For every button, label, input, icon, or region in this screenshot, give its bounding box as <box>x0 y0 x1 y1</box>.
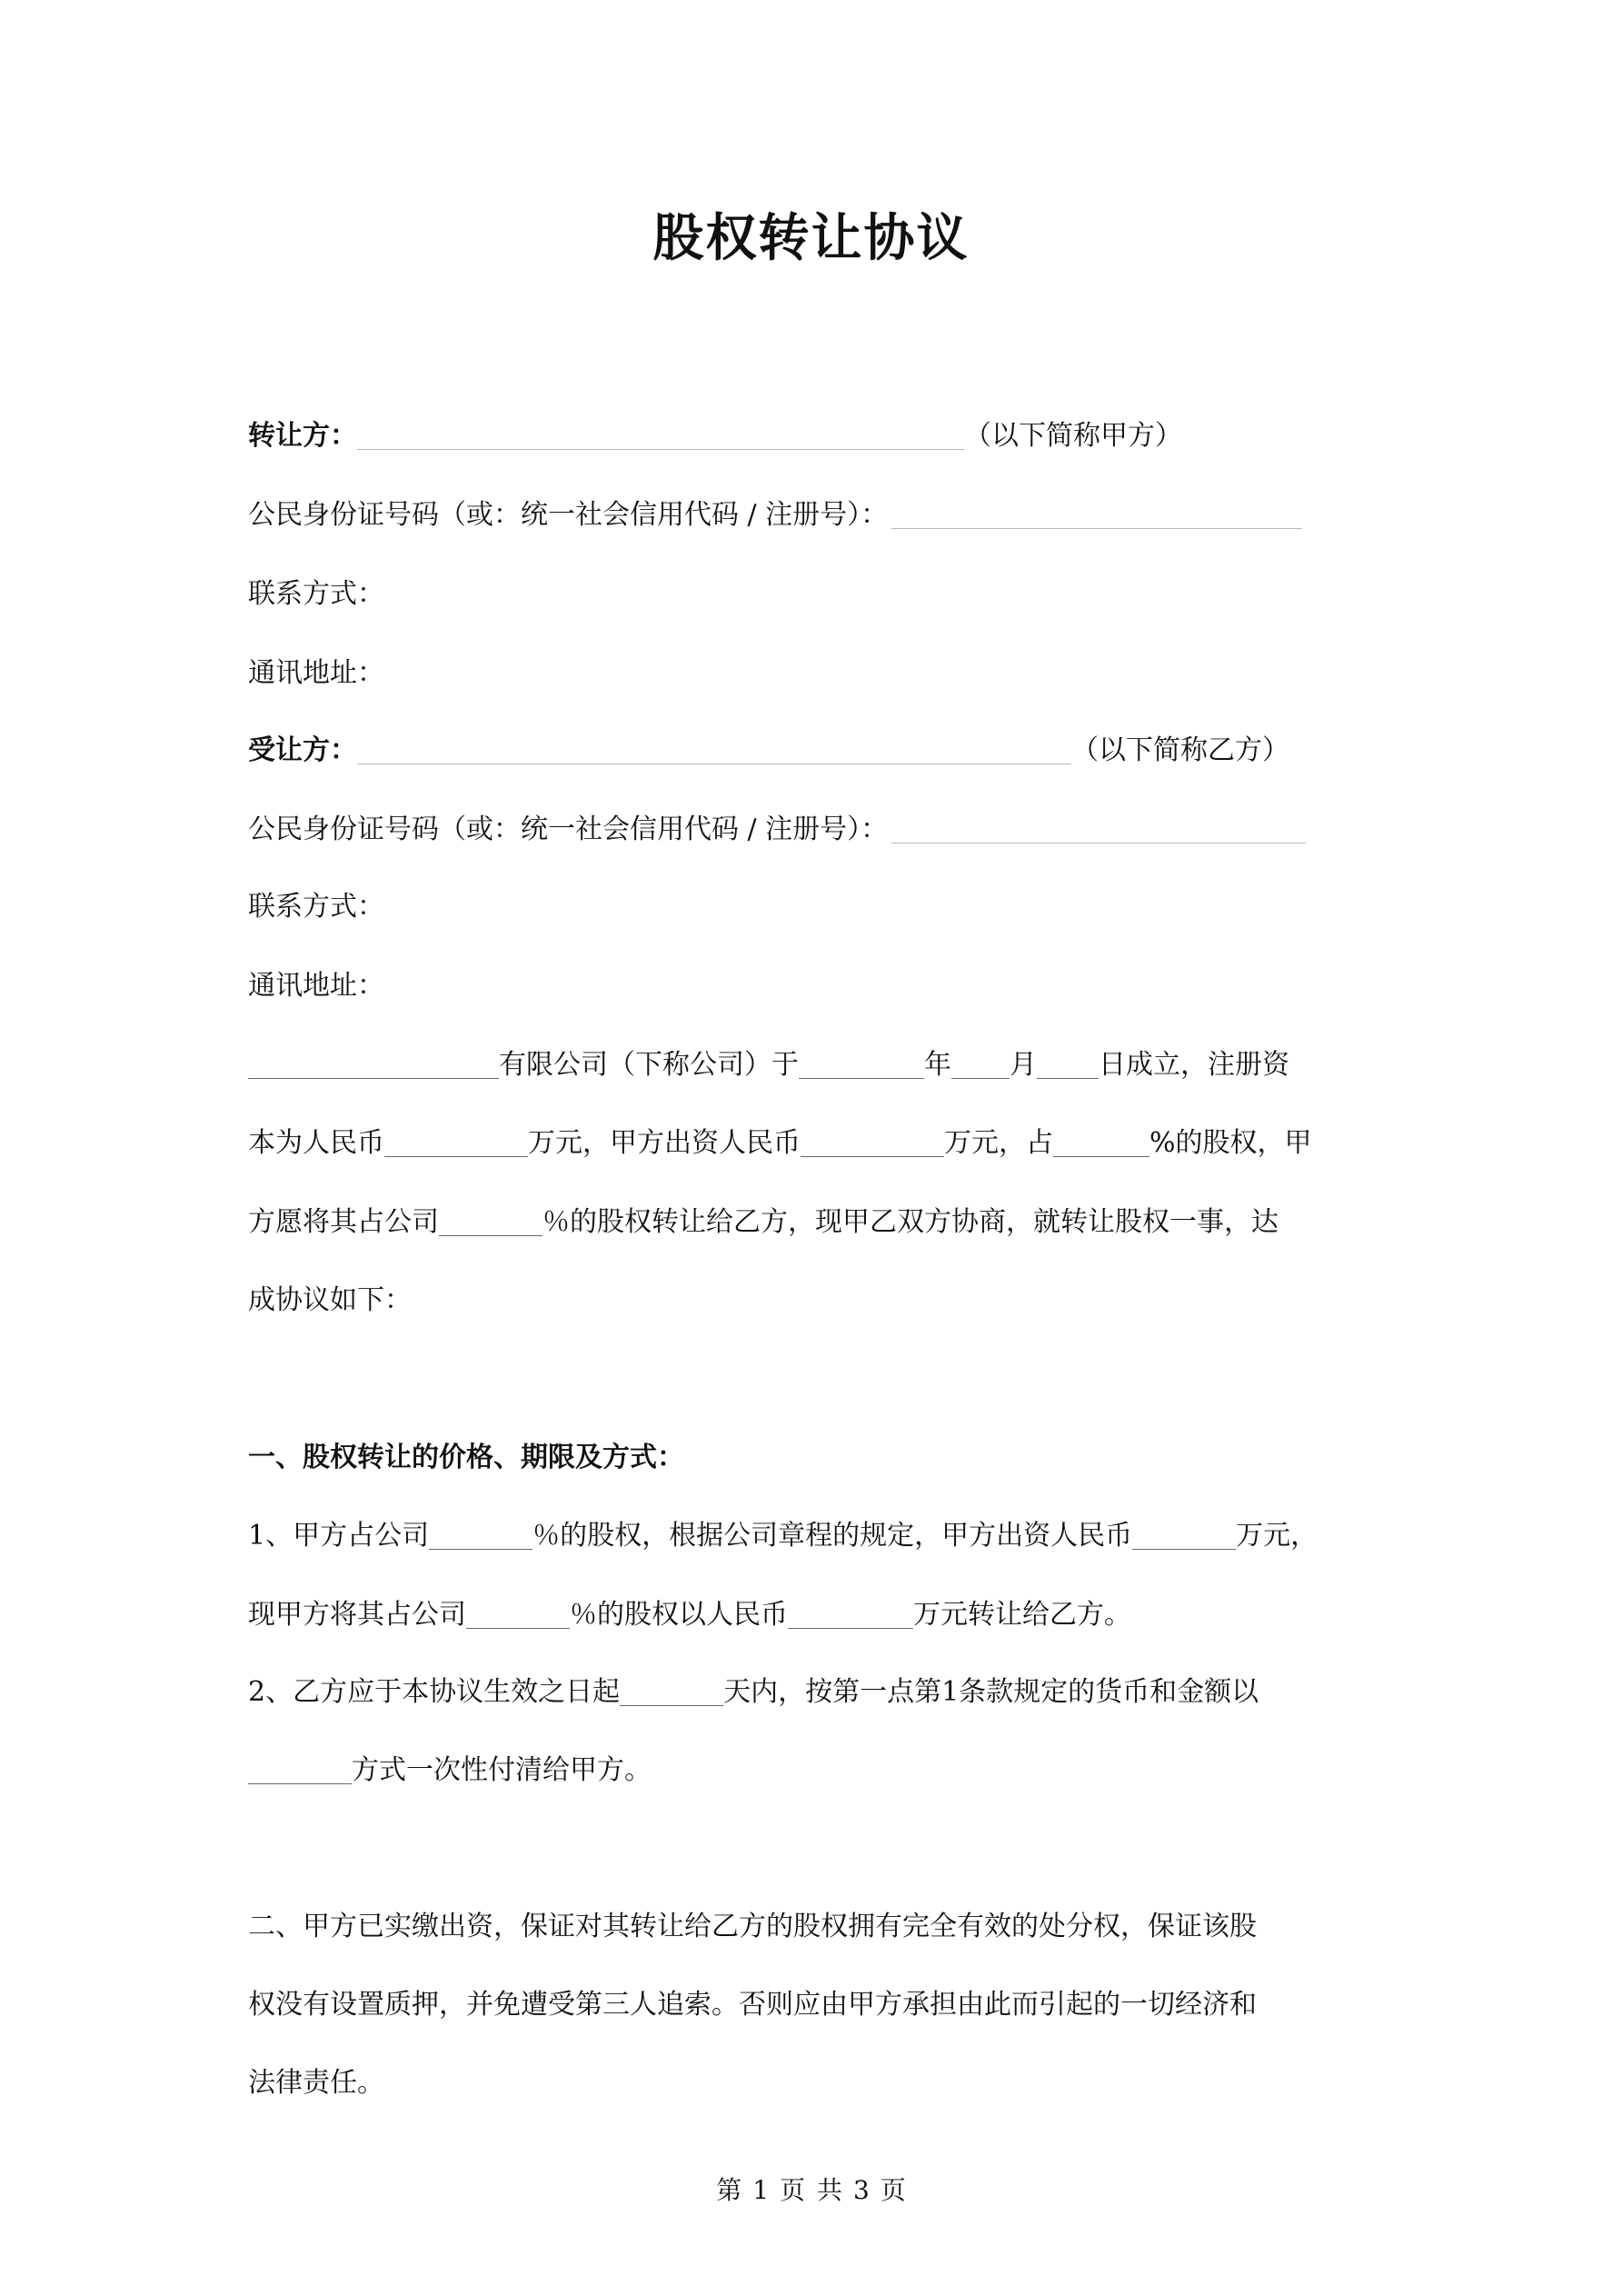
transferee-name-blank[interactable] <box>357 736 1071 764</box>
month-blank[interactable] <box>951 1051 1010 1079</box>
clause1-line-2 <box>248 1595 1393 1635</box>
footer-text: 页 共 <box>780 2175 842 2205</box>
transferee-id-blank[interactable] <box>891 815 1306 844</box>
day-blank[interactable] <box>1037 1051 1099 1079</box>
contribution-blank[interactable] <box>801 1129 944 1157</box>
year-label: 年 <box>924 1049 951 1081</box>
year-blank[interactable] <box>799 1051 924 1079</box>
footer-text: 第 <box>716 2175 742 2205</box>
transferee-suffix: （以下简称乙方） <box>1071 734 1289 766</box>
registered-capital-blank[interactable] <box>384 1129 528 1157</box>
intro-line-2 <box>248 1123 1393 1163</box>
intro-text: 日成立，注册资 <box>1099 1049 1289 1081</box>
intro-text: %的股权，甲 <box>1149 1127 1312 1159</box>
footer-text: 页 <box>880 2175 906 2205</box>
section2-line-1: 二、甲方已实缴出资，保证对其转让给乙方的股权拥有完全有效的处分权，保证该股 <box>248 1911 1257 1942</box>
clause1-percent-blank[interactable] <box>429 1522 532 1550</box>
transferee-address: 通讯地址： <box>248 970 384 1002</box>
clause-text: 现甲方将其占公司 <box>248 1599 466 1631</box>
transferee-label: 受让方： <box>248 734 357 766</box>
clause-text: 万元， <box>1236 1520 1318 1552</box>
clause-text: ％的股权，根据公司章程的规定，甲方出资人民币 <box>532 1520 1133 1552</box>
clause1-line-1 <box>248 1516 1393 1556</box>
transferee-id-label: 公民身份证号码（或：统一社会信用代码 / 注册号）： <box>248 814 889 845</box>
clause1-amount-blank[interactable] <box>1132 1522 1236 1550</box>
transferee-id-line <box>248 810 1393 850</box>
current-page-number: 1 <box>752 2175 770 2205</box>
intro-text: 万元，占 <box>944 1127 1053 1159</box>
clause-text: 2、乙方应于本协议生效之日起 <box>248 1676 621 1708</box>
transferor-id-label: 公民身份证号码（或：统一社会信用代码 / 注册号）： <box>248 499 889 531</box>
clause2-line-1 <box>248 1672 1393 1712</box>
clause1-transfer-percent-blank[interactable] <box>466 1601 570 1629</box>
transferor-line <box>248 416 1393 456</box>
transferor-label: 转让方： <box>248 420 357 452</box>
intro-text: ％的股权转让给乙方，现甲乙双方协商，就转让股权一事，达 <box>542 1206 1279 1238</box>
document-title: 股权转让协议 <box>652 208 970 268</box>
clause1-price-blank[interactable] <box>788 1601 913 1629</box>
company-name-blank[interactable] <box>248 1051 499 1079</box>
transferee-line <box>248 731 1393 771</box>
intro-text: 方愿将其占公司 <box>248 1206 439 1238</box>
intro-text: 万元，甲方出资人民币 <box>528 1127 801 1159</box>
intro-line-4: 成协议如下： <box>248 1284 412 1316</box>
clause-text: ％的股权以人民币 <box>570 1599 788 1631</box>
section2-line-3: 法律责任。 <box>248 2067 384 2099</box>
intro-line-3 <box>248 1203 1393 1243</box>
clause-text: 万元转让给乙方。 <box>913 1599 1131 1631</box>
transferor-id-blank[interactable] <box>891 501 1302 529</box>
clause2-method-blank[interactable] <box>248 1756 352 1784</box>
clause2-days-blank[interactable] <box>620 1678 723 1706</box>
transferor-name-blank[interactable] <box>357 422 964 450</box>
total-pages-number: 3 <box>852 2175 870 2205</box>
transferor-address: 通讯地址： <box>248 657 384 689</box>
transferor-contact: 联系方式： <box>248 578 384 610</box>
share-percent-blank[interactable] <box>1053 1129 1149 1157</box>
transferor-suffix: （以下简称甲方） <box>964 420 1182 452</box>
clause2-line-2 <box>248 1751 1393 1791</box>
intro-text: 本为人民币 <box>248 1127 384 1159</box>
clause-text: 天内，按第一点第1条款规定的货币和金额以 <box>723 1676 1259 1708</box>
transferor-id-line <box>248 495 1393 535</box>
page-footer <box>0 2171 1622 2207</box>
transfer-percent-blank[interactable] <box>439 1208 542 1236</box>
section1-heading: 一、股权转让的价格、期限及方式： <box>248 1442 684 1473</box>
clause-text: 1、甲方占公司 <box>248 1520 430 1552</box>
transferee-contact: 联系方式： <box>248 891 384 923</box>
intro-line-1 <box>248 1045 1393 1085</box>
month-label: 月 <box>1010 1049 1037 1081</box>
clause-text: 方式一次性付清给甲方。 <box>352 1754 652 1786</box>
section2-line-2: 权没有设置质押，并免遭受第三人追索。否则应由甲方承担由此而引起的一切经济和 <box>248 1989 1257 2021</box>
intro-text: 有限公司（下称公司）于 <box>499 1049 799 1081</box>
